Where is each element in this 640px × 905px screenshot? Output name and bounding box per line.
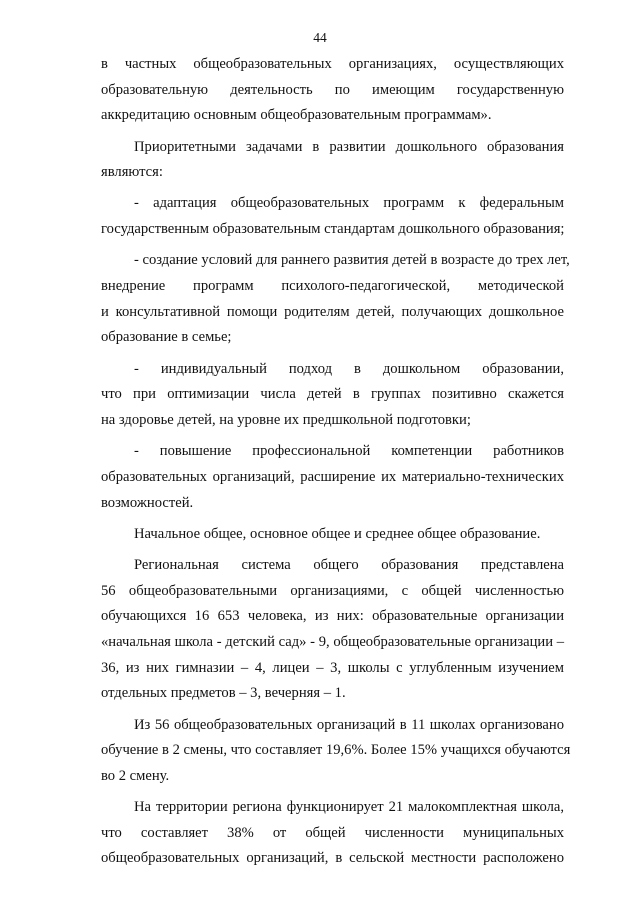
text-line: обучение в 2 смены, что составляет 19,6%. Более 15% учащихся обучаются [101, 742, 571, 759]
paragraph [101, 522, 564, 548]
paragraph [101, 439, 564, 516]
text-line: Региональная система общего образования представлена [134, 556, 564, 573]
paragraph [101, 191, 564, 242]
text-line: отдельных предметов – 3, вечерняя – 1. [101, 685, 346, 702]
text-line: образовательных организаций, расширение их материально-технических [101, 468, 564, 485]
paragraph [101, 713, 571, 790]
text-line: - адаптация общеобразовательных программ к федеральным [134, 195, 564, 212]
text-line: «начальная школа - детский сад» - 9, общеобразовательные организации – [101, 633, 564, 650]
document-body [101, 52, 571, 872]
text-line: 36, из них гимназии – 4, лицеи – 3, школы с углубленным изучением [101, 659, 564, 676]
text-line: образовательную деятельность по имеющим государственную [101, 81, 564, 98]
text-line: 56 общеобразовательными организациями, с общей численностью [101, 582, 564, 599]
text-line: общеобразовательных организаций, в сельской местности расположено [101, 850, 564, 867]
text-line: возможностей. [101, 494, 194, 511]
text-line: - повышение профессиональной компетенции работников [134, 443, 564, 460]
paragraph [101, 795, 564, 872]
text-line: на здоровье детей, на уровне их предшкольной подготовки; [101, 411, 471, 428]
text-line: что при оптимизации числа детей в группах позитивно скажется [101, 386, 564, 403]
text-line: внедрение программ психолого-педагогической, методической [101, 278, 564, 294]
text-line: Начальное общее, основное общее и среднее общее образование. [134, 525, 541, 542]
text-line: что составляет 38% от общей численности муниципальных [101, 824, 564, 841]
text-line: образование в семье; [101, 329, 232, 346]
text-line: - создание условий для раннего развития детей в возрасте до трех лет, [134, 252, 570, 269]
text-line: государственным образовательным стандартам дошкольного образования; [101, 221, 565, 238]
text-line: во 2 смену. [101, 767, 170, 784]
text-line: в частных общеобразовательных организациях, осуществляющих [101, 56, 564, 72]
text-line: Приоритетными задачами в развитии дошкольного образования [134, 138, 564, 155]
text-line: являются: [101, 164, 163, 181]
text-line: и консультативной помощи родителям детей, получающих дошкольное [101, 303, 564, 320]
paragraph [101, 553, 564, 707]
page-number: 44 [313, 30, 327, 45]
paragraph [101, 52, 564, 129]
text-line: аккредитацию основным общеобразовательным программам». [101, 107, 492, 124]
text-line: обучающихся 16 653 человека, из них: образовательные организации [101, 608, 564, 625]
text-line: Из 56 общеобразовательных организаций в 11 школах организовано [134, 716, 564, 733]
paragraph [101, 248, 570, 351]
paragraph [101, 135, 564, 186]
paragraph [101, 357, 564, 434]
text-line: На территории региона функционирует 21 малокомплектная школа, [134, 799, 564, 816]
text-line: - индивидуальный подход в дошкольном образовании, [134, 360, 564, 377]
